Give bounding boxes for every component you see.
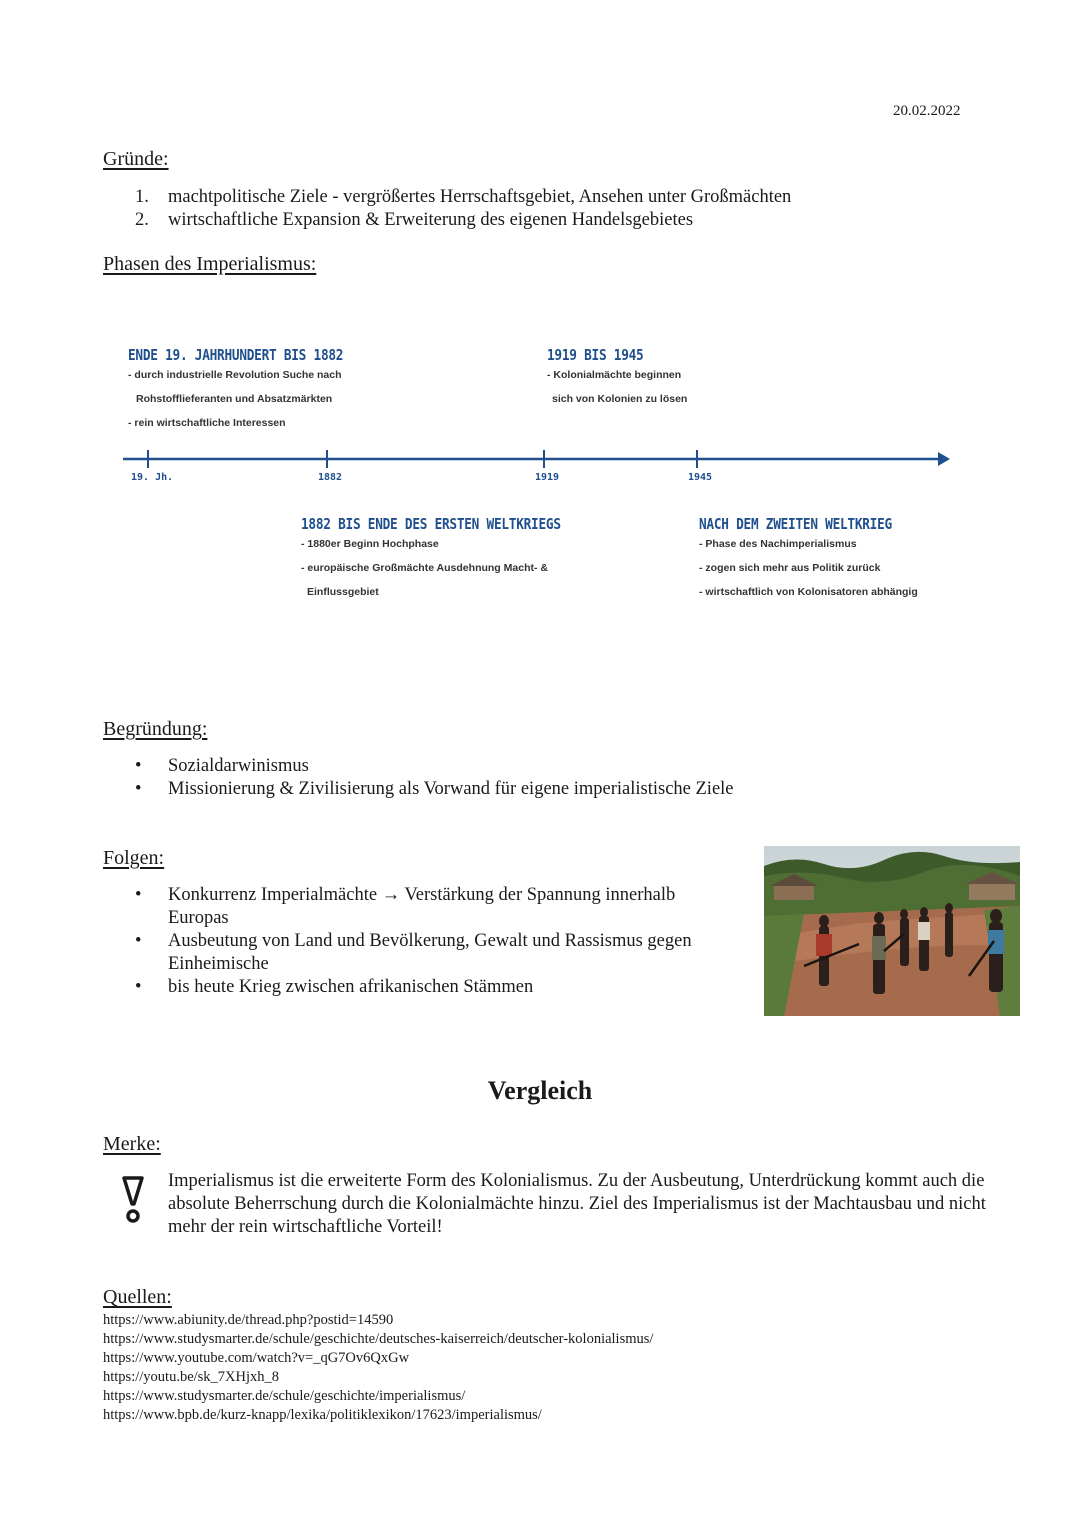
phase-line: - 1880er Beginn Hochphase [301, 538, 439, 550]
sources-list [103, 1311, 653, 1425]
source-link[interactable]: https://www.youtube.com/watch?v=_qG7Ov6QxGw [103, 1350, 410, 1366]
phase-block [699, 515, 926, 604]
source-link[interactable]: https://www.studysmarter.de/schule/geschichte/deutsches-kaiserreich/deutscher-kolonialismus/ [103, 1331, 654, 1347]
source-link[interactable]: https://youtu.be/sk_7XHjxh_8 [103, 1369, 280, 1385]
arrow-icon [938, 452, 950, 466]
phase-title: NACH DEM ZWEITEN WELTKRIEG [699, 515, 892, 533]
list-item: • Ausbeutung von Land und Bevölkerung, Gewalt und Rassismus gegen Einheimische [135, 931, 692, 974]
source-link[interactable]: https://www.bpb.de/kurz-knapp/lexika/politiklexikon/17623/imperialismus/ [103, 1407, 542, 1423]
exclamation-icon [120, 1174, 146, 1226]
source-link[interactable]: https://www.abiunity.de/thread.php?postid=14590 [103, 1312, 394, 1328]
tick-label: 1945 [688, 472, 713, 483]
list-item: 1. machtpolitische Ziele - vergrößertes Herrschaftsgebiet, Ansehen unter Großmächten [135, 187, 792, 207]
phase-block [128, 346, 381, 435]
heading-begruendung: Begründung: [103, 718, 208, 740]
phase-line: - wirtschaftlich von Kolonisatoren abhängig [699, 586, 918, 598]
heading-phasen: Phasen des Imperialismus: [103, 253, 317, 275]
list-item: • Konkurrenz Imperialmächte → Verstärkung der Spannung innerhalb Europas [135, 885, 676, 928]
phase-title: ENDE 19. JAHRHUNDERT BIS 1882 [128, 346, 344, 364]
document-date: 20.02.2022 [893, 103, 961, 119]
tick-label: 1919 [535, 472, 560, 483]
heading-quellen: Quellen: [103, 1286, 172, 1308]
section-title-vergleich: Vergleich [487, 1076, 593, 1105]
phase-block [301, 515, 607, 604]
begruendung-list [135, 755, 734, 801]
tick-label: 19. Jh. [131, 472, 174, 483]
phase-line: - durch industrielle Revolution Suche nach [128, 369, 342, 381]
phase-block [547, 346, 687, 411]
timeline-diagram [0, 0, 1080, 700]
armed-group-photo [764, 846, 1020, 1016]
merke-text: Imperialismus ist die erweiterte Form des Kolonialismus. Zu der Ausbeutung, Unterdrückung kommt auch die absolute Beherrschung durch die Kolonialmächte hinzu. Ziel des Imperialismus ist der Machtausbau und nicht mehr der rein wirtschaftliche Vorteil! [168, 1171, 986, 1237]
folgen-list [135, 884, 735, 999]
list-item: • Missionierung & Zivilisierung als Vorwand für eigene imperialistische Ziele [135, 779, 734, 799]
list-item: • bis heute Krieg zwischen afrikanischen Stämmen [135, 977, 534, 997]
tick-label: 1882 [318, 472, 343, 483]
source-link[interactable]: https://www.studysmarter.de/schule/geschichte/imperialismus/ [103, 1388, 466, 1404]
phase-line: - europäische Großmächte Ausdehnung Macht- & [301, 562, 548, 574]
phase-line: - Phase des Nachimperialismus [699, 538, 857, 550]
heading-folgen: Folgen: [103, 847, 165, 869]
list-item: • Sozialdarwinismus [135, 756, 309, 776]
phase-line: sich von Kolonien zu lösen [552, 393, 688, 405]
list-item: 2. wirtschaftliche Expansion & Erweiterung des eigenen Handelsgebietes [135, 210, 694, 230]
phase-line: - zogen sich mehr aus Politik zurück [699, 562, 881, 574]
phase-line: - rein wirtschaftliche Interessen [128, 417, 286, 429]
phase-line: Einflussgebiet [307, 586, 379, 598]
phase-line: - Kolonialmächte beginnen [547, 369, 682, 381]
phase-title: 1919 BIS 1945 [547, 346, 644, 364]
phase-line: Rohstofflieferanten und Absatzmärkten [136, 393, 333, 405]
heading-merke: Merke: [103, 1133, 161, 1155]
heading-gruende: Gründe: [103, 148, 169, 170]
phase-title: 1882 BIS ENDE DES ERSTEN WELTKRIEGS [301, 515, 561, 533]
